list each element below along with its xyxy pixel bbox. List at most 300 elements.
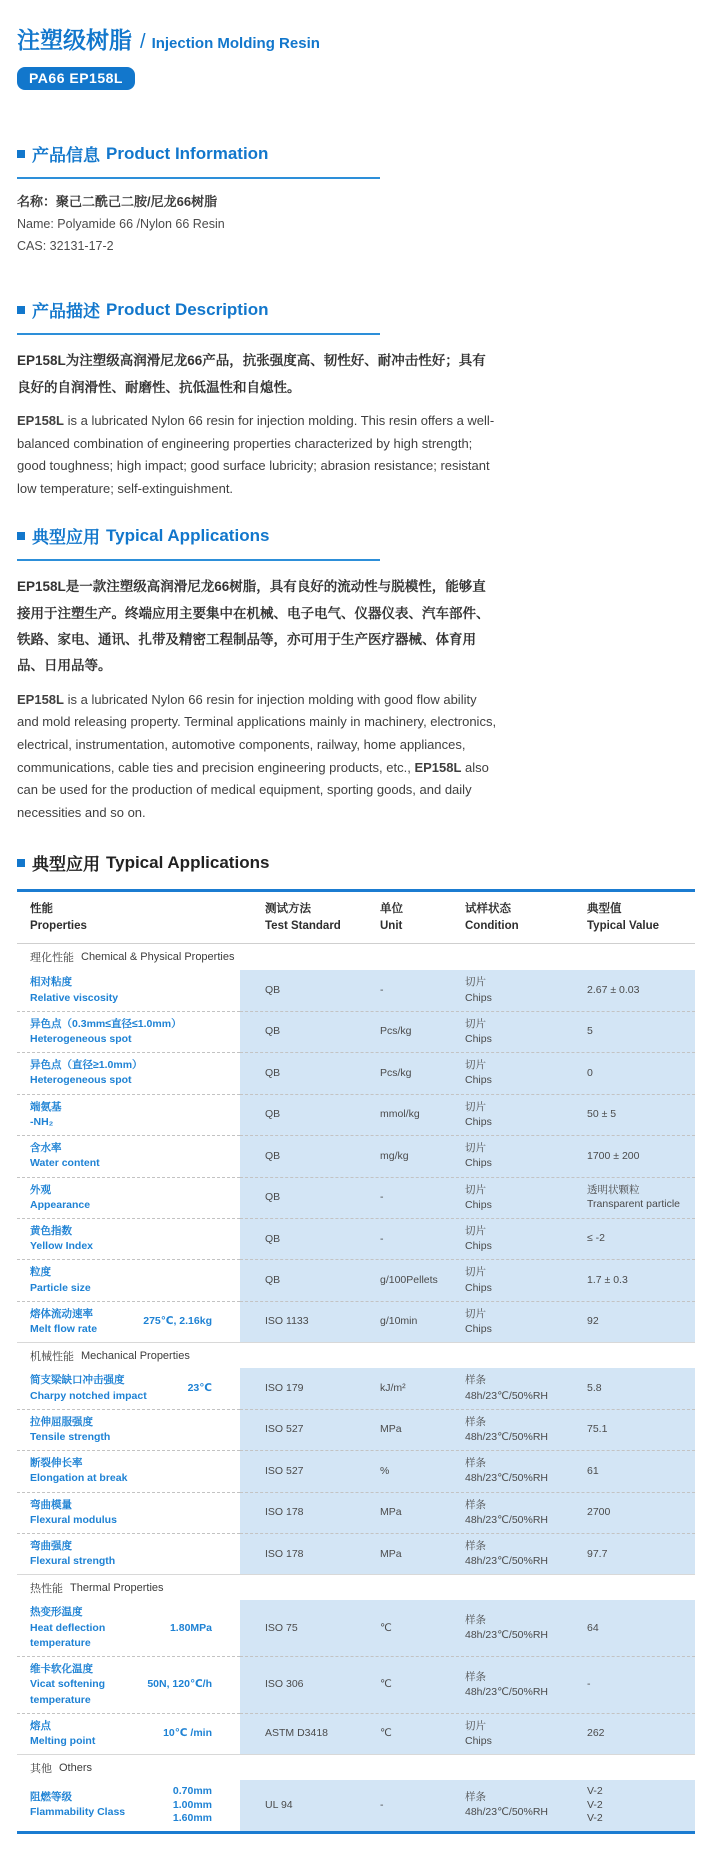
paragraph-text: also can be used for the production of medical equipment, sporting goods, and daily necessities and so on. [17, 759, 489, 820]
text-line: 5 [587, 1025, 593, 1038]
paragraph-text: is a lubricated Nylon 66 resin for injection molding with good flow ability and mold releasing property. Terminal applications mainly in machinery, electronics, electrical, instrumentation, automotive components, railway, home appliances, communications, cable ties and precision engineering products, etc., [17, 691, 497, 775]
cell-typical-value [580, 1460, 695, 1483]
cell-condition [458, 970, 580, 1010]
cell-condition [458, 1493, 580, 1533]
cell-typical-value [580, 1020, 695, 1043]
cell-property [17, 1656, 240, 1713]
typical-applications-title-zh: 典型应用 [32, 528, 100, 548]
cell-property [17, 1713, 240, 1754]
property-condition-note [147, 1678, 212, 1691]
text-line: 样条 [465, 1457, 486, 1470]
property-names [30, 1662, 139, 1708]
table-row [17, 1450, 695, 1491]
row-value-cells [240, 970, 695, 1010]
cell-condition [458, 1053, 580, 1093]
property-name-en: Particle size [30, 1281, 91, 1294]
property-names [30, 1790, 125, 1820]
property-condition-note [143, 1315, 212, 1328]
section-product-description [17, 297, 695, 500]
property-name-zh: 相对粘度 [30, 976, 72, 989]
property-name-zh: 异色点（0.3mm≤直径≤1.0mm） [30, 1017, 182, 1030]
property-condition-note [188, 1382, 212, 1395]
cell-test-standard: QB [265, 1149, 281, 1162]
property-names [30, 1307, 97, 1337]
text-line: 切片 [465, 1059, 486, 1072]
cell-unit: ℃ [380, 1727, 392, 1740]
property-name-zh: 外观 [30, 1183, 51, 1196]
property-name-en: Flammability Class [30, 1806, 126, 1819]
text-line: V-2 [587, 1785, 603, 1798]
cell-unit: kJ/m² [380, 1381, 406, 1394]
text-line: Transparent particle [587, 1197, 680, 1210]
cell-property [17, 1218, 240, 1259]
square-bullet-icon [17, 532, 25, 540]
row-value-cells [240, 1780, 695, 1830]
text-line: 262 [587, 1727, 605, 1740]
cell-property [17, 1301, 240, 1342]
page-title-en: Injection Molding Resin [151, 35, 320, 52]
cell-condition [458, 1260, 580, 1300]
properties-table-title-zh: 典型应用 [32, 855, 100, 875]
text-line: 92 [587, 1315, 599, 1328]
table-row [17, 1492, 695, 1533]
text-line: 切片 [465, 1266, 486, 1279]
group-label-zh: 热性能 [30, 1582, 63, 1595]
group-label-zh: 其他 [30, 1762, 52, 1775]
text-line: 测试方法 [265, 903, 311, 916]
text-line: 48h/23℃/50%RH [465, 1430, 549, 1443]
cell-property [17, 1094, 240, 1135]
text-line: 23℃ [187, 1381, 212, 1394]
row-value-cells [240, 1218, 695, 1259]
cell-property [17, 1533, 240, 1574]
table-row [17, 1052, 695, 1093]
table-row [17, 970, 695, 1010]
cell-test-standard: QB [265, 1191, 281, 1204]
cell-condition [458, 1451, 580, 1491]
table-header-row [17, 892, 695, 944]
page-title [17, 18, 695, 56]
cell-typical-value [580, 1501, 695, 1524]
property-condition-note [163, 1727, 212, 1740]
cell-property [17, 970, 240, 1010]
text-line: 2700 [587, 1506, 611, 1519]
cell-unit: Pcs/kg [380, 1066, 412, 1079]
cell-unit: g/100Pellets [380, 1274, 438, 1287]
description-paragraph-zh [17, 348, 499, 401]
bold-product-code: EP158L [17, 413, 64, 429]
properties-table-title-en: Typical Applications [106, 852, 270, 872]
cell-property [17, 1177, 240, 1218]
property-name-zh: 拉伸屈服强度 [30, 1415, 93, 1428]
property-name-zh: 异色点（直径≥1.0mm） [30, 1059, 143, 1072]
cell-unit: ℃ [380, 1678, 392, 1691]
text-line: 切片 [465, 1142, 486, 1155]
section-underline [17, 333, 380, 335]
table-row [17, 1094, 695, 1135]
row-value-cells [240, 1533, 695, 1574]
row-value-cells [240, 1301, 695, 1342]
property-names [30, 975, 118, 1005]
cell-property [17, 1600, 240, 1656]
property-name-zh: 黄色指数 [30, 1224, 72, 1237]
text-line: 样条 [465, 1791, 486, 1804]
text-line: 试样状态 [465, 903, 511, 916]
cell-typical-value [580, 1418, 695, 1441]
cell-test-standard: QB [265, 1108, 281, 1121]
cell-condition [458, 1302, 580, 1342]
bold-product-code: EP158L [414, 759, 462, 775]
property-name-en: Melting point [30, 1735, 96, 1748]
property-name-en: Melt flow rate [30, 1323, 98, 1336]
product-description-title [17, 297, 695, 322]
paragraph-text: 是一款注塑级高润滑尼龙66树脂，具有良好的流动性与脱模性，能够直接用于注塑生产。终端应用主要集中在机械、电子电气、仪器仪表、汽车部件、铁路、家电、通讯、扎带及精密工程制品等，亦可用于生产医疗器械、体育用品、日用品等。 [17, 579, 490, 674]
cell-property [17, 1052, 240, 1093]
cell-unit: g/10min [380, 1315, 418, 1328]
cell-typical-value [580, 1310, 695, 1333]
text-line: 切片 [465, 1183, 486, 1196]
cell-condition [458, 1368, 580, 1408]
table-row [17, 1409, 695, 1450]
text-line: 切片 [465, 1100, 486, 1113]
row-value-cells [240, 1011, 695, 1052]
table-group-header [17, 1754, 695, 1780]
typical-applications-title-en: Typical Applications [106, 525, 270, 545]
cell-typical-value [580, 1377, 695, 1400]
table-row [17, 1218, 695, 1259]
cell-unit: - [380, 1191, 384, 1204]
text-line: 1.7 ± 0.3 [587, 1273, 628, 1286]
table-row [17, 1780, 695, 1830]
col-header-condition [458, 901, 580, 934]
bold-product-code: EP158L [17, 353, 66, 369]
row-value-cells [240, 1052, 695, 1093]
property-names [30, 1539, 115, 1569]
description-paragraph-en [17, 410, 499, 500]
text-line: Typical Value [587, 919, 660, 932]
square-bullet-icon [17, 306, 25, 314]
section-properties-table [17, 850, 695, 1833]
cell-condition [458, 1665, 580, 1705]
section-product-info [17, 141, 695, 257]
property-condition-note [173, 1785, 212, 1825]
table-row [17, 1135, 695, 1176]
cell-condition [458, 1714, 580, 1754]
row-value-cells [240, 1094, 695, 1135]
table-row [17, 1600, 695, 1656]
text-line: 10℃ /min [163, 1727, 212, 1740]
text-line: 48h/23℃/50%RH [465, 1389, 549, 1402]
row-value-cells [240, 1656, 695, 1713]
text-line: Unit [380, 919, 403, 932]
cell-property [17, 1450, 240, 1491]
cell-condition [458, 1095, 580, 1135]
paragraph-text: 为注塑级高润滑尼龙66产品，抗张强度高、韧性好、耐冲击性好；具有良好的自润滑性、耐磨性、抗低温性和自熄性。 [17, 353, 486, 395]
cell-condition [458, 1410, 580, 1450]
cell-typical-value [580, 1103, 695, 1126]
text-line: Chips [465, 1735, 492, 1748]
text-line: 48h/23℃/50%RH [465, 1472, 549, 1485]
text-line: 48h/23℃/50%RH [465, 1555, 549, 1568]
product-name-en: Name: Polyamide 66 /Nylon 66 Resin [17, 217, 225, 232]
property-name-zh: 粒度 [30, 1266, 51, 1279]
cell-typical-value [580, 1062, 695, 1085]
text-line: 75.1 [587, 1423, 608, 1436]
product-info-title-zh: 产品信息 [32, 146, 100, 166]
page-header [17, 18, 695, 90]
text-line: 275℃, 2.16kg [143, 1315, 212, 1328]
cell-property [17, 1780, 240, 1830]
cell-test-standard: QB [265, 1232, 281, 1245]
text-line: Chips [465, 1323, 492, 1336]
product-cas-number: CAS: 32131-17-2 [17, 239, 114, 254]
cell-typical-value [580, 1673, 695, 1696]
text-line: 97.7 [587, 1547, 608, 1560]
cell-typical-value [580, 1227, 695, 1250]
group-label-zh: 理化性能 [30, 952, 74, 965]
property-name-en: Heterogeneous spot [30, 1033, 132, 1046]
text-line: - [587, 1678, 591, 1691]
cell-unit: - [380, 1798, 384, 1811]
page-title-zh: 注塑级树脂 [17, 27, 132, 53]
property-names [30, 1605, 162, 1651]
text-line: Condition [465, 919, 519, 932]
cell-property [17, 1492, 240, 1533]
square-bullet-icon [17, 859, 25, 867]
property-names [30, 1415, 110, 1445]
col-header-unit [368, 901, 458, 934]
property-name-en: Tensile strength [30, 1430, 111, 1443]
property-name-en: Water content [30, 1157, 100, 1170]
text-line: Chips [465, 1157, 492, 1170]
group-label-zh: 机械性能 [30, 1350, 74, 1363]
text-line: Chips [465, 1033, 492, 1046]
property-name-en: Relative viscosity [30, 991, 119, 1004]
title-divider: / [140, 31, 146, 53]
property-names [30, 1017, 182, 1047]
product-info-title-en: Product Information [106, 143, 269, 163]
cell-test-standard: UL 94 [265, 1798, 293, 1811]
cell-test-standard: ISO 75 [265, 1621, 298, 1634]
cell-test-standard: ISO 1133 [265, 1315, 309, 1328]
text-line: Chips [465, 991, 492, 1004]
property-names [30, 1141, 100, 1171]
cell-unit: Pcs/kg [380, 1025, 412, 1038]
cell-test-standard: ISO 179 [265, 1381, 304, 1394]
property-names [30, 1719, 95, 1749]
cell-property [17, 1135, 240, 1176]
text-line: 样条 [465, 1498, 486, 1511]
property-names [30, 1224, 93, 1254]
cell-property [17, 1368, 240, 1408]
property-name-en: Yellow Index [30, 1240, 94, 1253]
text-line: Chips [465, 1074, 492, 1087]
group-label-en: Others [59, 1761, 93, 1774]
cell-unit: MPa [380, 1423, 402, 1436]
text-line: 64 [587, 1621, 599, 1634]
cell-test-standard: ISO 178 [265, 1547, 304, 1560]
text-line: 0 [587, 1066, 593, 1079]
property-name-en: Heat deflection temperature [30, 1621, 106, 1649]
table-row [17, 1259, 695, 1300]
cell-property [17, 1259, 240, 1300]
text-line: 50 ± 5 [587, 1108, 617, 1121]
text-line: Properties [30, 919, 87, 932]
row-value-cells [240, 1713, 695, 1754]
text-line: 透明状颗粒 [587, 1184, 640, 1197]
property-name-zh: 端氨基 [30, 1100, 62, 1113]
property-names [30, 1183, 90, 1213]
property-name-zh: 熔点 [30, 1719, 51, 1732]
row-value-cells [240, 1600, 695, 1656]
property-names [30, 1498, 117, 1528]
text-line: 2.67 ± 0.03 [587, 983, 640, 996]
table-row [17, 1177, 695, 1218]
property-name-en: Charpy notched impact [30, 1389, 147, 1402]
text-line: 典型值 [587, 903, 622, 916]
property-condition-note [170, 1622, 212, 1635]
property-name-en: Heterogeneous spot [30, 1074, 132, 1087]
section-typical-applications [17, 523, 695, 824]
col-header-typical-value [580, 901, 695, 934]
table-row [17, 1533, 695, 1574]
product-info-title [17, 141, 695, 166]
table-row [17, 1301, 695, 1342]
property-name-zh: 阻燃等级 [30, 1791, 72, 1804]
product-description-title-en: Product Description [106, 299, 269, 319]
text-line: 样条 [465, 1614, 486, 1627]
cell-test-standard: QB [265, 983, 281, 996]
text-line: 48h/23℃/50%RH [465, 1513, 549, 1526]
text-line: V-2 [587, 1812, 603, 1825]
properties-table-body [17, 944, 695, 1830]
text-line: V-2 [587, 1798, 603, 1811]
text-line: 样条 [465, 1670, 486, 1683]
section-underline [17, 177, 380, 179]
paragraph-text: is a lubricated Nylon 66 resin for injection molding. This resin offers a well-balanced combination of engineering properties characterized by high strength; good toughness; high impact; good surface lubricity; abrasion resistance; resistant low temperature; self-extinguishment. [17, 413, 495, 496]
text-line: 48h/23℃/50%RH [465, 1806, 549, 1819]
text-line: 1.00mm [172, 1798, 212, 1811]
table-row [17, 1011, 695, 1052]
text-line: 切片 [465, 1224, 486, 1237]
table-row [17, 1368, 695, 1408]
row-value-cells [240, 1259, 695, 1300]
property-name-en: Vicat softening temperature [30, 1678, 106, 1706]
cell-test-standard: QB [265, 1025, 281, 1038]
row-value-cells [240, 1450, 695, 1491]
text-line: Chips [465, 1198, 492, 1211]
text-line: 样条 [465, 1415, 486, 1428]
cell-property [17, 1011, 240, 1052]
cell-test-standard: ASTM D3418 [265, 1727, 329, 1740]
cell-unit: - [380, 983, 384, 996]
text-line: 切片 [465, 1719, 486, 1732]
product-grade-badge: PA66 EP158L [17, 67, 135, 90]
applications-paragraph-en [17, 689, 499, 825]
text-line: 切片 [465, 1017, 486, 1030]
cell-typical-value [580, 1145, 695, 1168]
properties-table-title [17, 850, 695, 875]
text-line: 样条 [465, 1374, 486, 1387]
group-label-en: Thermal Properties [70, 1581, 164, 1594]
cell-unit: mmol/kg [380, 1108, 420, 1121]
text-line: Chips [465, 1240, 492, 1253]
property-name-en: Elongation at break [30, 1472, 128, 1485]
table-group-header [17, 1574, 695, 1600]
property-name-zh: 弯曲模量 [30, 1498, 72, 1511]
row-value-cells [240, 1135, 695, 1176]
property-name-zh: 断裂伸长率 [30, 1457, 83, 1470]
property-names [30, 1265, 91, 1295]
product-description-title-zh: 产品描述 [32, 302, 100, 322]
text-line: 61 [587, 1464, 599, 1477]
text-line: 50N, 120℃/h [147, 1678, 212, 1691]
bold-product-code: EP158L [17, 579, 66, 595]
cell-test-standard: ISO 178 [265, 1506, 304, 1519]
product-name-zh: 名称：聚己二酰己二胺/尼龙66树脂 [17, 194, 218, 210]
cell-typical-value [580, 1617, 695, 1640]
col-header-test-standard [240, 901, 368, 934]
square-bullet-icon [17, 150, 25, 158]
cell-unit: mg/kg [380, 1149, 409, 1162]
row-value-cells [240, 1492, 695, 1533]
property-name-en: Appearance [30, 1198, 91, 1211]
table-group-header [17, 1342, 695, 1368]
cell-property [17, 1409, 240, 1450]
property-name-en: Flexural modulus [30, 1513, 117, 1526]
cell-condition [458, 1178, 580, 1218]
group-label-en: Chemical & Physical Properties [81, 951, 235, 964]
cell-unit: ℃ [380, 1621, 392, 1634]
cell-condition [458, 1534, 580, 1574]
typical-applications-title [17, 523, 695, 548]
text-line: Test Standard [265, 919, 341, 932]
cell-unit: - [380, 1232, 384, 1245]
text-line: Chips [465, 1281, 492, 1294]
applications-paragraph-zh [17, 574, 499, 679]
cell-typical-value [580, 1543, 695, 1566]
cell-condition [458, 1012, 580, 1052]
row-value-cells [240, 1368, 695, 1408]
property-name-zh: 简支梁缺口冲击强度 [30, 1374, 125, 1387]
cell-test-standard: QB [265, 1274, 281, 1287]
text-line: 样条 [465, 1540, 486, 1553]
row-value-cells [240, 1409, 695, 1450]
property-name-zh: 含水率 [30, 1142, 62, 1155]
text-line: 性能 [30, 903, 53, 916]
col-header-properties [17, 901, 240, 934]
text-line: 单位 [380, 903, 403, 916]
cell-typical-value [580, 1269, 695, 1292]
properties-table [17, 889, 695, 1833]
section-underline [17, 559, 380, 561]
text-line: 48h/23℃/50%RH [465, 1629, 549, 1642]
cell-test-standard: ISO 527 [265, 1464, 304, 1477]
cell-condition [458, 1785, 580, 1825]
table-group-header [17, 944, 695, 970]
product-info-lines [17, 190, 695, 257]
text-line: Chips [465, 1115, 492, 1128]
property-names [30, 1100, 62, 1130]
text-line: 5.8 [587, 1381, 602, 1394]
cell-unit: MPa [380, 1547, 402, 1560]
group-label-en: Mechanical Properties [81, 1349, 190, 1362]
text-line: 48h/23℃/50%RH [465, 1685, 549, 1698]
property-name-en: Flexural strength [30, 1555, 116, 1568]
cell-typical-value [580, 979, 695, 1002]
cell-condition [458, 1136, 580, 1176]
property-names [30, 1456, 127, 1486]
